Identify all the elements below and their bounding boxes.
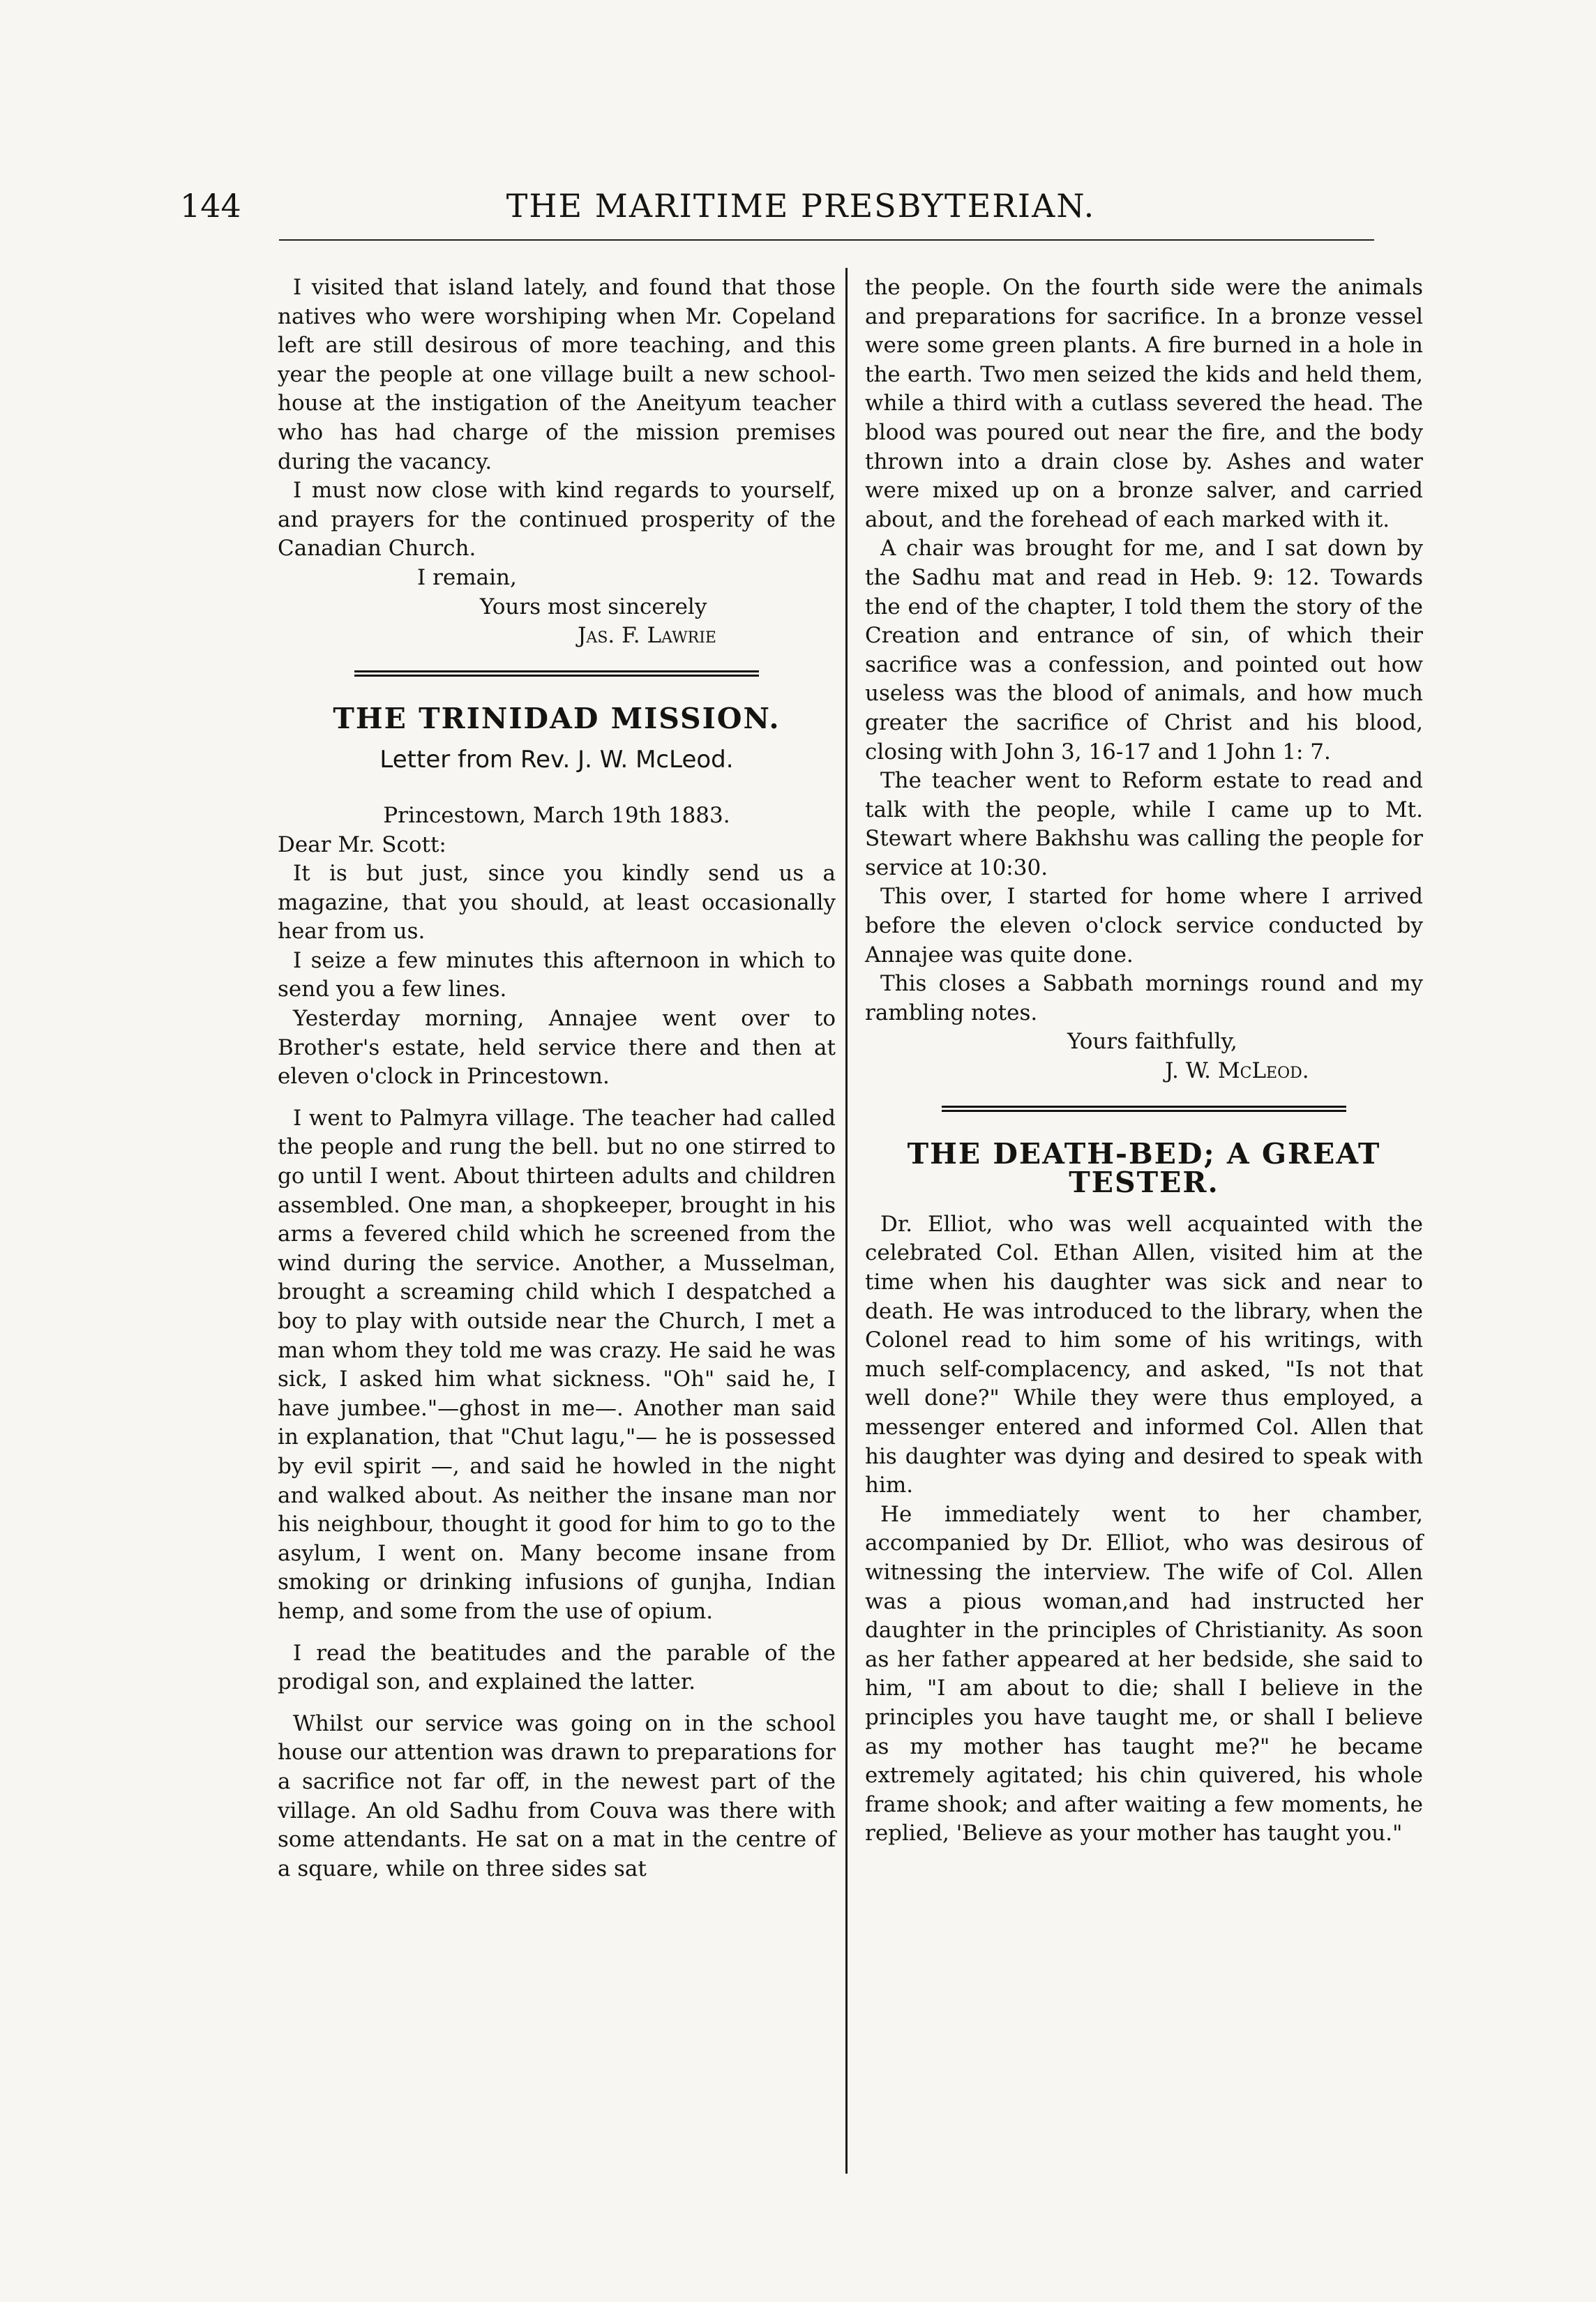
section-divider xyxy=(354,670,759,677)
section-subtitle: Letter from Rev. J. W. McLeod. xyxy=(379,746,734,774)
letter-signature: Jas. F. Lawrie xyxy=(578,623,716,649)
body-paragraph: Whilst our service was going on in the school house our attention was drawn to preparations for a sacrifice not far off, in the newest part of the village. An old Sadhu from Couva was there with some attendants. He sat on a mat in the centre of a square, while on three sides sat xyxy=(278,1710,836,1881)
body-paragraph: I seize a few minutes this afternoon in which to send you a few lines. xyxy=(278,947,836,1002)
body-paragraph: A chair was brought for me, and I sat down by the Sadhu mat and read in Heb. 9: 12. Towards the end of the chapter, I told them the story of the Creation and entrance of sin, of which their sacrifice was a confession, and pointed out how useless was the blood of animals, and how much greater the sacrifice of Christ and his blood, closing with John 3, 16-17 and 1 John 1: 7. xyxy=(865,536,1423,765)
body-paragraph: This closes a Sabbath mornings round and my rambling notes. xyxy=(865,971,1423,1025)
body-paragraph: The teacher went to Reform estate to read and talk with the people, while I came up to Mt. Stewart where Bakhshu was calling the people for service at 10:30. xyxy=(865,768,1423,880)
body-paragraph: This over, I started for home where I arrived before the eleven o'clock service conducted by Annajee was quite done. xyxy=(865,884,1423,968)
page-header xyxy=(180,187,1422,229)
dateline: Princestown, March 19th 1883. xyxy=(383,802,730,828)
body-paragraph: I went to Palmyra village. The teacher had called the people and rung the bell. but no one stirred to go until I went. About thirteen adults and children assembled. One man, a shopkeeper, brought in his arms a fevered child which he screened from the wind during the service. Another, a Musselman, brought a screaming child which I despatched a boy to play with outside near the Church, I met a man whom they told me was crazy. He said he was sick, I asked him what sickness. "Oh" said he, I have jumbee."—ghost in me—. Another man said in explanation, that "Chut lagu,"— he is possessed by evil spirit —, and said he howled in the night and walked about. As neither the insane man nor his neighbour, thought it good for him to go to the asylum, I went on. Many become insane from smoking or drinking infusions of gunjha, Indian hemp, and some from the use of opium. xyxy=(278,1105,836,1624)
letter-closing: Yours faithfully, xyxy=(1067,1029,1237,1055)
salutation: Dear Mr. Scott: xyxy=(278,832,446,857)
left-column xyxy=(278,273,836,1883)
body-paragraph: Yesterday morning, Annajee went over to Brother's estate, held service there and then at eleven o'clock in Princestown. xyxy=(278,1006,836,1090)
letter-signature: J. W. McLeod. xyxy=(1165,1058,1309,1084)
running-title: THE MARITIME PRESBYTERIAN. xyxy=(506,187,1096,225)
page-number: 144 xyxy=(180,187,241,225)
body-paragraph: I read the beatitudes and the parable of the prodigal son, and explained the latter. xyxy=(278,1640,836,1695)
body-paragraph: Dr. Elliot, who was well acquainted with the celebrated Col. Ethan Allen, visited him at the time when his daughter was sick and near to death. He was introduced to the library, when the Colonel read to him some of his writings, with much self-complacency, and asked, "Is not that well done?" While they were thus employed, a messenger entered and informed Col. Allen that his daughter was dying and desired to speak with him. xyxy=(865,1211,1423,1498)
body-paragraph: He immediately went to her chamber, accompanied by Dr. Elliot, who was desirous of witnessing the interview. The wife of Col. Allen was a pious woman,and had instructed her daughter in the principles of Christianity. As soon as her father appeared at her bedside, she said to him, "I am about to die; shall I believe in the principles you have taught me, or shall I believe as my mother has taught me?" he became extremely agitated; his chin quivered, his whole frame shook; and after waiting a few moments, he replied, 'Believe as your mother has taught you." xyxy=(865,1501,1423,1846)
letter-closing: I remain, xyxy=(417,564,517,590)
letter-end-paragraph: I visited that island lately, and found that those natives who were worshiping when Mr. Copeland left are still desirous of more teaching, and this year the people at one village built a new school-house at the instigation of the Aneityum teacher who has had charge of the mission premises during the vacancy. xyxy=(278,275,836,474)
section-divider xyxy=(942,1106,1346,1112)
header-rule xyxy=(279,239,1374,241)
section-title: THE TRINIDAD MISSION. xyxy=(333,701,781,735)
section-title: THE DEATH-BED; A GREAT TESTER. xyxy=(907,1136,1381,1200)
body-paragraph: It is but just, since you kindly send us a magazine, that you should, at least occasionally hear from us. xyxy=(278,861,836,945)
right-column xyxy=(865,273,1423,1849)
body-paragraph: the people. On the fourth side were the animals and preparations for sacrifice. In a bronze vessel were some green plants. A fire burned in a hole in the earth. Two men seized the kids and held them, while a third with a cutlass severed the head. The blood was poured out near the fire, and the body thrown into a drain close by. Ashes and water were mixed up on a bronze salver, and carried about, and the forehead of each marked with it. xyxy=(865,275,1423,532)
letter-end-paragraph: I must now close with kind regards to yourself, and prayers for the continued prosperity of the Canadian Church. xyxy=(278,478,836,562)
column-divider xyxy=(845,268,848,2174)
letter-closing: Yours most sincerely xyxy=(480,594,707,619)
